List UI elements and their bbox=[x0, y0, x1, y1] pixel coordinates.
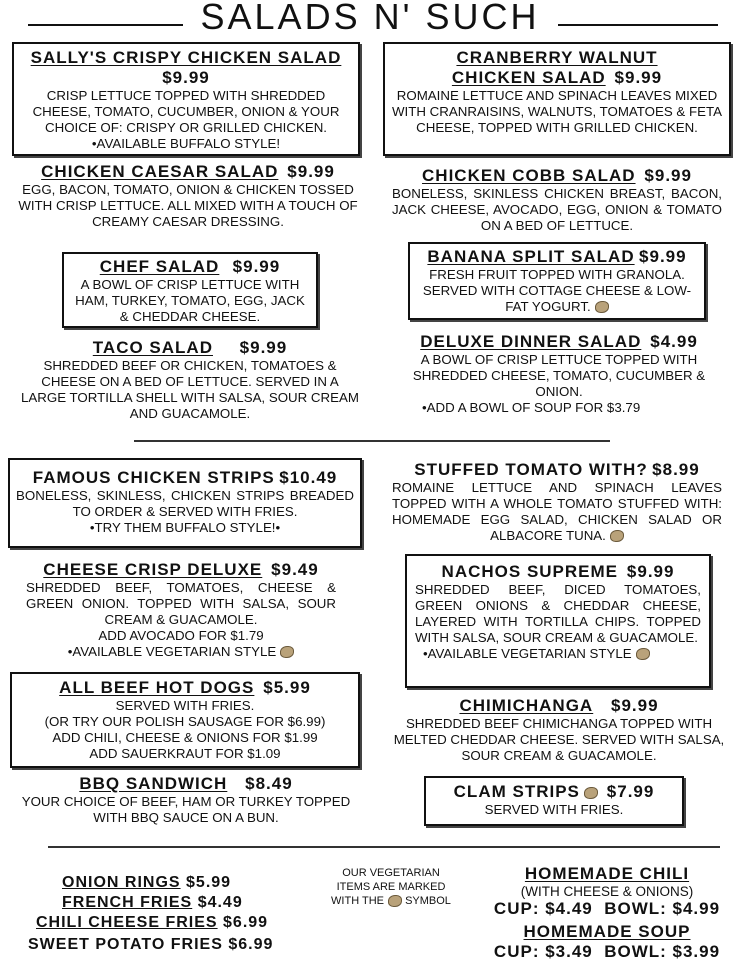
item-price: $9.99 bbox=[611, 696, 659, 715]
item-name-line1: CRANBERRY WALNUT bbox=[456, 48, 658, 67]
item-price: $9.99 bbox=[162, 68, 210, 87]
item-note: •TRY THEM BUFFALO STYLE!• bbox=[89, 520, 281, 535]
menu-item-famous-chicken-strips bbox=[8, 458, 362, 548]
menu-item-chef-salad bbox=[62, 252, 318, 328]
item-price: $9.99 bbox=[644, 166, 692, 185]
bowl-price: BOWL: $4.99 bbox=[604, 899, 721, 918]
item-name: DELUXE DINNER SALAD bbox=[420, 332, 642, 351]
item-name: STUFFED TOMATO WITH? bbox=[414, 460, 648, 479]
item-description: BONELESS, SKINLESS, CHICKEN STRIPS BREADED TO ORDER & SERVED WITH FRIES. bbox=[16, 488, 354, 519]
header-rule-right bbox=[558, 24, 718, 26]
item-description: BONELESS, SKINLESS CHICKEN BREAST, BACON, JACK CHEESE, AVOCADO, EGG, ONION & TOMATO ON A BED OF LETTUCE. bbox=[392, 186, 722, 233]
item-price: $9.99 bbox=[639, 247, 687, 266]
item-price: $4.99 bbox=[650, 332, 698, 351]
item-note: •AVAILABLE VEGETARIAN STYLE bbox=[423, 646, 632, 661]
side-name: ONION RINGS bbox=[62, 874, 181, 891]
menu-item-banana-split-salad bbox=[408, 242, 706, 320]
item-name: TACO SALAD bbox=[92, 338, 213, 357]
item-description: CRISP LETTUCE TOPPED WITH SHREDDED CHEESE, TOMATO, CUCUMBER, ONION & YOUR CHOICE OF: CRISPY OR GRILLED CHICKEN. •AVAILABLE BUFFALO STYLE! bbox=[32, 88, 340, 151]
menu-item-chimichanga bbox=[386, 696, 732, 764]
item-name: SALLY'S CRISPY CHICKEN SALAD bbox=[30, 48, 342, 67]
menu-item-all-beef-hot-dogs bbox=[10, 672, 360, 768]
side-item-sweet-potato-fries bbox=[28, 936, 273, 954]
section-divider bbox=[48, 846, 720, 848]
menu-item-bbq-sandwich bbox=[18, 774, 354, 826]
menu-item-clam-strips bbox=[424, 776, 684, 826]
item-name: CHEF SALAD bbox=[99, 257, 220, 276]
item-name-line2: CHICKEN SALAD bbox=[451, 68, 606, 87]
item-name: HOMEMADE SOUP bbox=[523, 922, 691, 941]
item-price: $8.49 bbox=[245, 774, 293, 793]
item-description-line4: ADD SAUERKRAUT FOR $1.09 bbox=[89, 746, 281, 761]
item-description: ROMAINE LETTUCE AND SPINACH LEAVES MIXED WITH CRANRAISINS, WALNUTS, TOMATOES & FETA CHEESE, TOPPED WITH GRILLED CHICKEN. bbox=[392, 88, 722, 135]
bowl-price: BOWL: $3.99 bbox=[604, 942, 721, 961]
vegetarian-icon bbox=[595, 301, 609, 313]
menu-item-chicken-caesar-salad bbox=[18, 162, 358, 230]
item-name: CHICKEN CAESAR SALAD bbox=[41, 162, 279, 181]
item-price: $5.99 bbox=[263, 678, 311, 697]
item-name: NACHOS SUPREME bbox=[441, 562, 619, 581]
vegetarian-icon bbox=[584, 787, 598, 799]
item-description: EGG, BACON, TOMATO, ONION & CHICKEN TOSSED WITH CRISP LETTUCE. ALL MIXED WITH A TOUCH OF CREAMY CAESAR DRESSING. bbox=[18, 182, 358, 229]
item-name: BANANA SPLIT SALAD bbox=[427, 247, 635, 266]
item-description: ROMAINE LETTUCE AND SPINACH LEAVES TOPPED WITH A WHOLE TOMATO STUFFED WITH: HOMEMADE EGG SALAD, CHICKEN SALAD OR ALBACORE TUNA. bbox=[392, 480, 722, 543]
side-price: $6.99 bbox=[228, 936, 274, 953]
legend-line2: ITEMS ARE MARKED bbox=[336, 881, 446, 893]
menu-item-stuffed-tomato bbox=[392, 460, 722, 544]
item-description: A BOWL OF CRISP LETTUCE TOPPED WITH SHREDDED CHEESE, TOMATO, CUCUMBER & ONION. bbox=[412, 352, 706, 399]
side-item-french-fries bbox=[62, 894, 243, 912]
item-name: FAMOUS CHICKEN STRIPS bbox=[32, 468, 275, 487]
vegetarian-icon bbox=[280, 646, 294, 658]
menu-item-chicken-cobb-salad bbox=[392, 166, 722, 234]
item-description: SHREDDED BEEF, TOMATOES, CHEESE & GREEN ONION. TOPPED WITH SALSA, SOUR CREAM & GUACAMOLE. bbox=[26, 580, 336, 627]
legend-line3: WITH THE bbox=[331, 895, 385, 907]
item-name: CHICKEN COBB SALAD bbox=[422, 166, 636, 185]
cup-price: CUP: $4.49 bbox=[493, 899, 593, 918]
item-price: $9.99 bbox=[626, 562, 675, 581]
item-price: $9.99 bbox=[239, 338, 288, 357]
menu-item-nachos-supreme bbox=[405, 554, 711, 688]
vegetarian-icon bbox=[388, 895, 402, 907]
menu-item-homemade-chili bbox=[486, 864, 728, 919]
side-price: $4.49 bbox=[197, 894, 243, 911]
item-note: •AVAILABLE VEGETARIAN STYLE bbox=[67, 644, 277, 659]
menu-item-homemade-soup bbox=[486, 922, 728, 962]
menu-item-cheese-crisp-deluxe bbox=[26, 560, 336, 660]
item-description: SHREDDED BEEF OR CHICKEN, TOMATOES & CHEESE ON A BED OF LETTUCE. SERVED IN A LARGE TORTILLA SHELL WITH SALSA, SOUR CREAM AND GUACAMOLE. bbox=[21, 358, 359, 421]
item-name: CHIMICHANGA bbox=[459, 696, 594, 715]
legend-line4: SYMBOL bbox=[405, 895, 451, 907]
menu-item-sallys-salad bbox=[12, 42, 360, 156]
item-price: $8.99 bbox=[652, 460, 700, 479]
item-add-on: ADD AVOCADO FOR $1.79 bbox=[98, 628, 264, 643]
side-item-chili-cheese-fries bbox=[36, 914, 268, 932]
item-description: (WITH CHEESE & ONIONS) bbox=[520, 884, 694, 899]
side-item-onion-rings bbox=[62, 874, 231, 892]
page-title: SALADS N' SUCH bbox=[200, 0, 540, 37]
item-price: $9.49 bbox=[271, 560, 319, 579]
item-name: CLAM STRIPS bbox=[453, 782, 580, 801]
item-price: $9.99 bbox=[232, 257, 281, 276]
item-description-line3: ADD CHILI, CHEESE & ONIONS FOR $1.99 bbox=[52, 730, 318, 745]
item-description: FRESH FRUIT TOPPED WITH GRANOLA. SERVED WITH COTTAGE CHEESE & LOW-FAT YOGURT. bbox=[422, 267, 692, 314]
item-price: $10.49 bbox=[279, 468, 338, 487]
legend-line1: OUR VEGETARIAN bbox=[342, 867, 440, 879]
side-name: CHILI CHEESE FRIES bbox=[36, 914, 218, 931]
item-price: $7.99 bbox=[606, 782, 655, 801]
menu-item-deluxe-dinner-salad bbox=[392, 332, 726, 416]
vegetarian-icon bbox=[610, 530, 624, 542]
vegetarian-icon bbox=[636, 648, 650, 660]
menu-item-cranberry-walnut-salad bbox=[383, 42, 731, 156]
item-description: A BOWL OF CRISP LETTUCE WITH HAM, TURKEY, TOMATO, EGG, JACK & CHEDDAR CHEESE. bbox=[75, 277, 305, 324]
item-description: SERVED WITH FRIES. bbox=[484, 802, 624, 817]
item-name: CHEESE CRISP DELUXE bbox=[43, 560, 263, 579]
cup-price: CUP: $3.49 bbox=[493, 942, 593, 961]
vegetarian-legend bbox=[316, 866, 466, 908]
item-name: BBQ SANDWICH bbox=[79, 774, 228, 793]
side-price: $6.99 bbox=[223, 914, 269, 931]
item-name: ALL BEEF HOT DOGS bbox=[59, 678, 255, 697]
item-description-line2: (OR TRY OUR POLISH SAUSAGE FOR $6.99) bbox=[44, 714, 326, 729]
section-divider bbox=[134, 440, 610, 442]
item-price: $9.99 bbox=[287, 162, 335, 181]
side-name: FRENCH FRIES bbox=[62, 894, 193, 911]
side-price: $5.99 bbox=[186, 874, 232, 891]
item-description-line1: SERVED WITH FRIES. bbox=[115, 698, 255, 713]
menu-item-taco-salad bbox=[20, 338, 360, 422]
item-note: •ADD A BOWL OF SOUP FOR $3.79 bbox=[422, 400, 641, 415]
item-description: SHREDDED BEEF CHIMICHANGA TOPPED WITH MELTED CHEDDAR CHEESE. SERVED WITH SALSA, SOUR CREAM & GUACAMOLE. bbox=[393, 716, 725, 763]
side-name: SWEET POTATO FRIES bbox=[28, 936, 223, 953]
item-price: $9.99 bbox=[614, 68, 663, 87]
item-description: YOUR CHOICE OF BEEF, HAM OR TURKEY TOPPED WITH BBQ SAUCE ON A BUN. bbox=[21, 794, 351, 825]
item-description: SHREDDED BEEF, DICED TOMATOES, GREEN ONIONS & CHEDDAR CHEESE, LAYERED WITH TORTILLA CHIPS. TOPPED WITH SALSA, SOUR CREAM & GUACAMOLE. bbox=[415, 582, 701, 645]
item-name: HOMEMADE CHILI bbox=[524, 864, 690, 883]
